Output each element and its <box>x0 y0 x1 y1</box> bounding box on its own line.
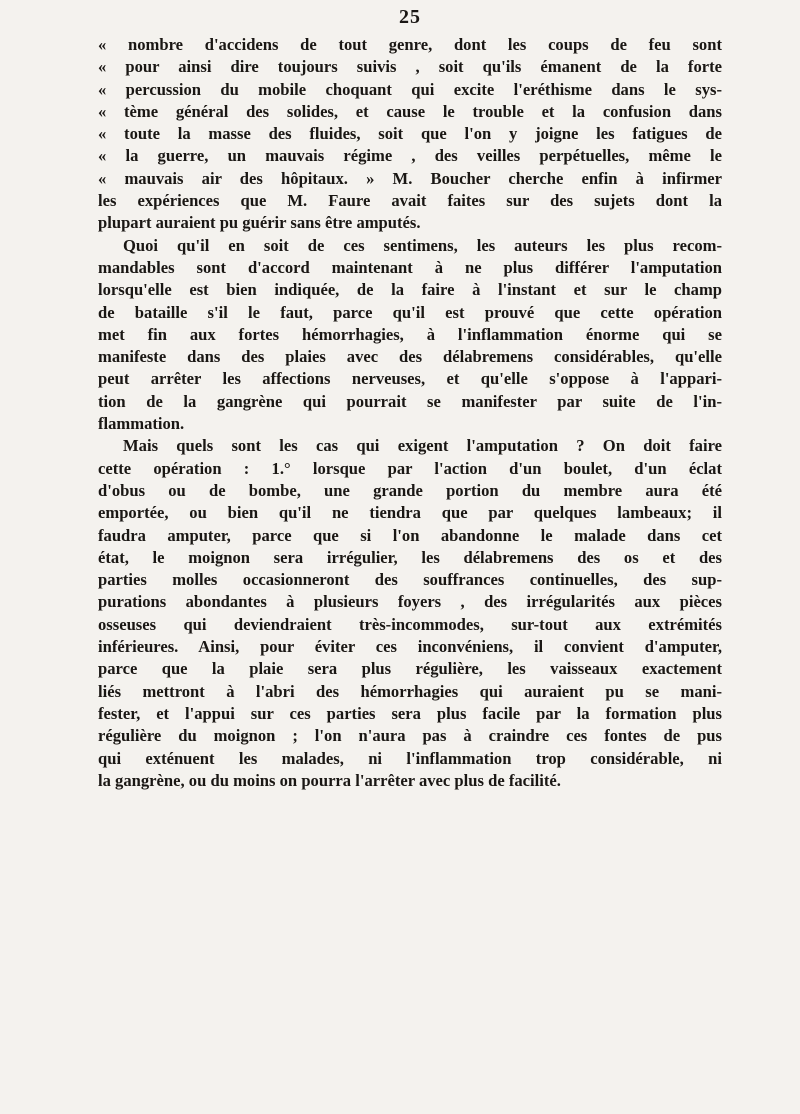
text-line: manifeste dans des plaies avec des délabremens considérables, qu'elle <box>98 347 722 367</box>
text-line: les expériences que M. Faure avait faites sur des sujets dont la <box>98 191 722 211</box>
text-line: tion de la gangrène qui pourrait se manifester par suite de l'in- <box>98 391 722 411</box>
text-line: de bataille s'il le faut, parce qu'il est prouvé que cette opération <box>98 302 722 322</box>
text-line: lorsqu'elle est bien indiquée, de la faire à l'instant et sur le champ <box>98 280 722 300</box>
text-line: régulière du moignon ; l'on n'aura pas à craindre ces fontes de pus <box>98 726 722 746</box>
text-line: cette opération : 1.° lorsque par l'action d'un boulet, d'un éclat <box>98 458 722 478</box>
text-line: Quoi qu'il en soit de ces sentimens, les auteurs les plus recom- <box>123 235 722 255</box>
text-line: mandables sont d'accord maintenant à ne plus différer l'amputation <box>98 257 722 277</box>
text-line: Mais quels sont les cas qui exigent l'amputation ? On doit faire <box>123 436 722 456</box>
text-line: la gangrène, ou du moins on pourra l'arrêter avec plus de facilité. <box>98 770 561 790</box>
text-line: parties molles occasionneront des souffrances continuelles, des sup- <box>98 570 722 590</box>
text-line: inférieures. Ainsi, pour éviter ces inconvéniens, il convient d'amputer, <box>98 637 722 657</box>
body-text <box>98 34 722 792</box>
text-line: peut arrêter les affections nerveuses, et qu'elle s'oppose à l'appari- <box>98 369 722 389</box>
text-line: « percussion du mobile choquant qui excite l'eréthisme dans le sys- <box>98 79 722 99</box>
text-line: « tème général des solides, et cause le trouble et la confusion dans <box>98 101 722 121</box>
text-line: qui exténuent les malades, ni l'inflammation trop considérable, ni <box>98 748 722 768</box>
text-line: d'obus ou de bombe, une grande portion du membre aura été <box>98 480 722 500</box>
text-line: met fin aux fortes hémorrhagies, à l'inflammation énorme qui se <box>98 324 722 344</box>
text-line: « pour ainsi dire toujours suivis , soit qu'ils émanent de la forte <box>98 57 722 77</box>
text-line: liés mettront à l'abri des hémorrhagies qui auraient pu se mani- <box>98 681 722 701</box>
text-line: « nombre d'accidens de tout genre, dont les coups de feu sont <box>98 35 722 54</box>
text-line: flammation. <box>98 414 185 434</box>
text-line: « mauvais air des hôpitaux. » M. Boucher cherche enfin à infirmer <box>98 168 722 188</box>
text-line: emportée, ou bien qu'il ne tiendra que par quelques lambeaux; il <box>98 503 722 523</box>
text-line: faudra amputer, parce que si l'on abandonne le malade dans cet <box>98 525 722 545</box>
text-line: « toute la masse des fluides, soit que l'on y joigne les fatigues de <box>98 124 722 144</box>
text-line: plupart auraient pu guérir sans être amputés. <box>98 213 421 233</box>
text-line: état, le moignon sera irrégulier, les délabremens des os et des <box>98 547 722 567</box>
text-line: purations abondantes à plusieurs foyers , des irrégularités aux pièces <box>98 592 722 612</box>
text-line: parce que la plaie sera plus régulière, les vaisseaux exactement <box>98 659 722 679</box>
page-number: 25 <box>399 6 421 28</box>
text-line: fester, et l'appui sur ces parties sera plus facile par la formation plus <box>98 703 722 723</box>
text-line: « la guerre, un mauvais régime , des veilles perpétuelles, même le <box>98 146 722 166</box>
text-line: osseuses qui deviendraient très-incommodes, sur-tout aux extrémités <box>98 614 722 634</box>
